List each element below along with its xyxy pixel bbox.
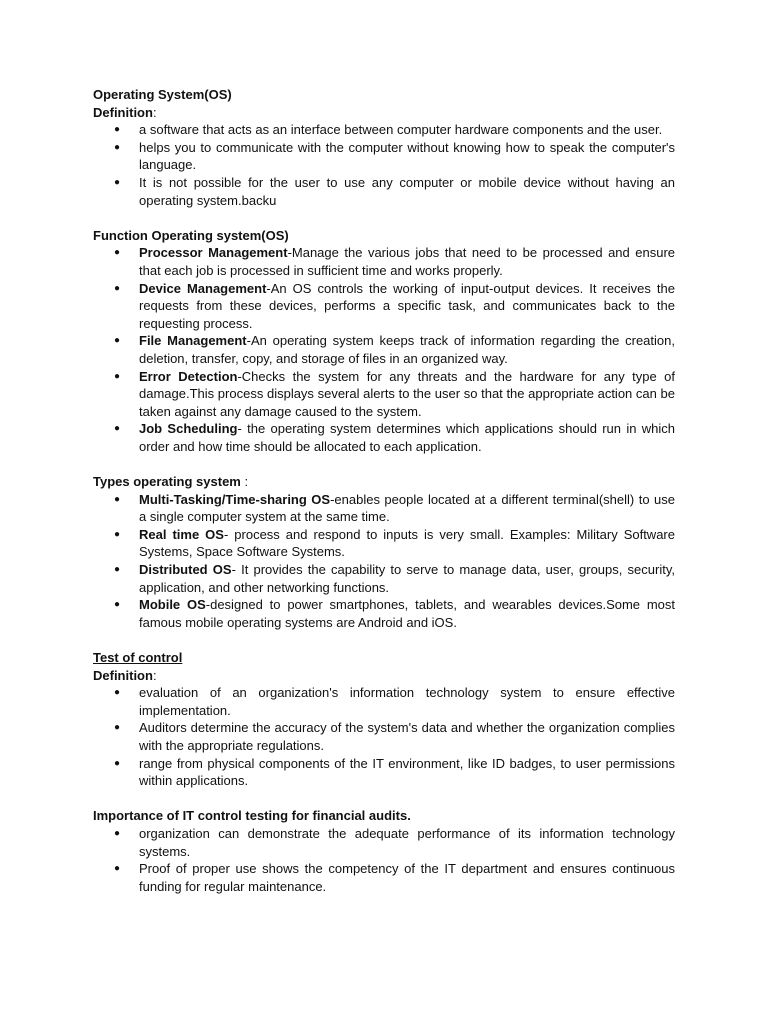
description: - the operating system determines which applications should run in which order and how time should be allocated to each application. <box>139 421 675 454</box>
types-list <box>93 491 675 632</box>
list-item <box>93 526 675 561</box>
list-item <box>93 368 675 421</box>
test-definition-label: Definition <box>93 667 153 683</box>
list-item <box>93 332 675 367</box>
term: Error Detection <box>139 368 238 384</box>
test-definition-list <box>93 684 675 790</box>
types-title: Types operating system <box>93 474 241 490</box>
term: Processor Management <box>139 245 288 261</box>
list-item <box>93 280 675 333</box>
list-item: ● Proof of proper use shows the competency of the IT department and ensures continuous funding for regular maintenance. <box>93 860 675 895</box>
os-definition-label: Definition <box>93 104 153 120</box>
list-item <box>93 561 675 596</box>
list-item: ● evaluation of an organization's information technology system to ensure effective implementation. <box>93 684 675 719</box>
description: - It provides the capability to serve to manage data, user, groups, security, application, and other networking functions. <box>139 562 675 595</box>
types-colon: : <box>240 474 249 490</box>
importance-list <box>93 825 675 895</box>
description: -Manage the various jobs that need to be processed and ensure that each job is processed in sufficient time and works properly. <box>139 245 676 278</box>
list-item <box>93 596 675 631</box>
list-item: ● range from physical components of the IT environment, like ID badges, to user permissions within applications. <box>93 755 675 790</box>
description: - process and respond to inputs is very small. Examples: Military Software Systems, Space Software Systems. <box>139 526 675 560</box>
test-definition-colon: : <box>152 667 157 683</box>
list-item: ● It is not possible for the user to use any computer or mobile device without having an operating system.backu <box>93 174 675 209</box>
term: Multi-Tasking/Time-sharing OS <box>139 491 331 507</box>
test-title: Test of control <box>93 650 183 665</box>
term: File Management <box>139 333 247 349</box>
os-definition-list <box>93 121 675 209</box>
functions-list <box>93 244 675 455</box>
list-item: ● a software that acts as an interface between computer hardware components and the user. <box>93 121 675 139</box>
term: Device Management <box>139 280 267 296</box>
document-content <box>93 86 675 895</box>
description: -designed to power smartphones, tablets, and wearables devices.Some most famous mobile operating systems are Android and iOS. <box>139 597 676 630</box>
term: Mobile OS <box>139 597 206 613</box>
types-title-line <box>93 473 675 491</box>
description: -Checks the system for any threats and the hardware for any type of damage.This process displays several alerts to the user so that the appropriate action can be taken against any damage caused to the system. <box>139 368 676 419</box>
term: Distributed OS <box>139 562 232 578</box>
list-item: ● Auditors determine the accuracy of the system's data and whether the organization complies with the appropriate regulations. <box>93 719 675 754</box>
term: Real time OS <box>139 526 224 542</box>
list-item <box>93 491 675 526</box>
term: Job Scheduling <box>139 421 238 437</box>
os-definition-colon: : <box>152 104 157 120</box>
importance-title: Importance of IT control testing for financial audits. <box>93 808 411 824</box>
description: -An OS controls the working of input-output devices. It receives the requests from these devices, performs a specific task, and communicates back to the requesting process. <box>139 280 675 331</box>
description: -An operating system keeps track of information regarding the creation, deletion, transfer, copy, and storage of files in an organized way. <box>139 333 675 366</box>
os-title: Operating System(OS) <box>93 87 232 102</box>
list-item: ● helps you to communicate with the computer without knowing how to speak the computer's language. <box>93 139 675 174</box>
list-item <box>93 244 675 279</box>
os-definition-line <box>93 104 675 122</box>
functions-title: Function Operating system(OS) <box>93 227 289 243</box>
list-item: ● organization can demonstrate the adequate performance of its information technology systems. <box>93 825 675 860</box>
test-definition-line <box>93 667 675 685</box>
description: -enables people located at a different terminal(shell) to use a single computer system at the same time. <box>139 491 675 525</box>
list-item <box>93 420 675 455</box>
